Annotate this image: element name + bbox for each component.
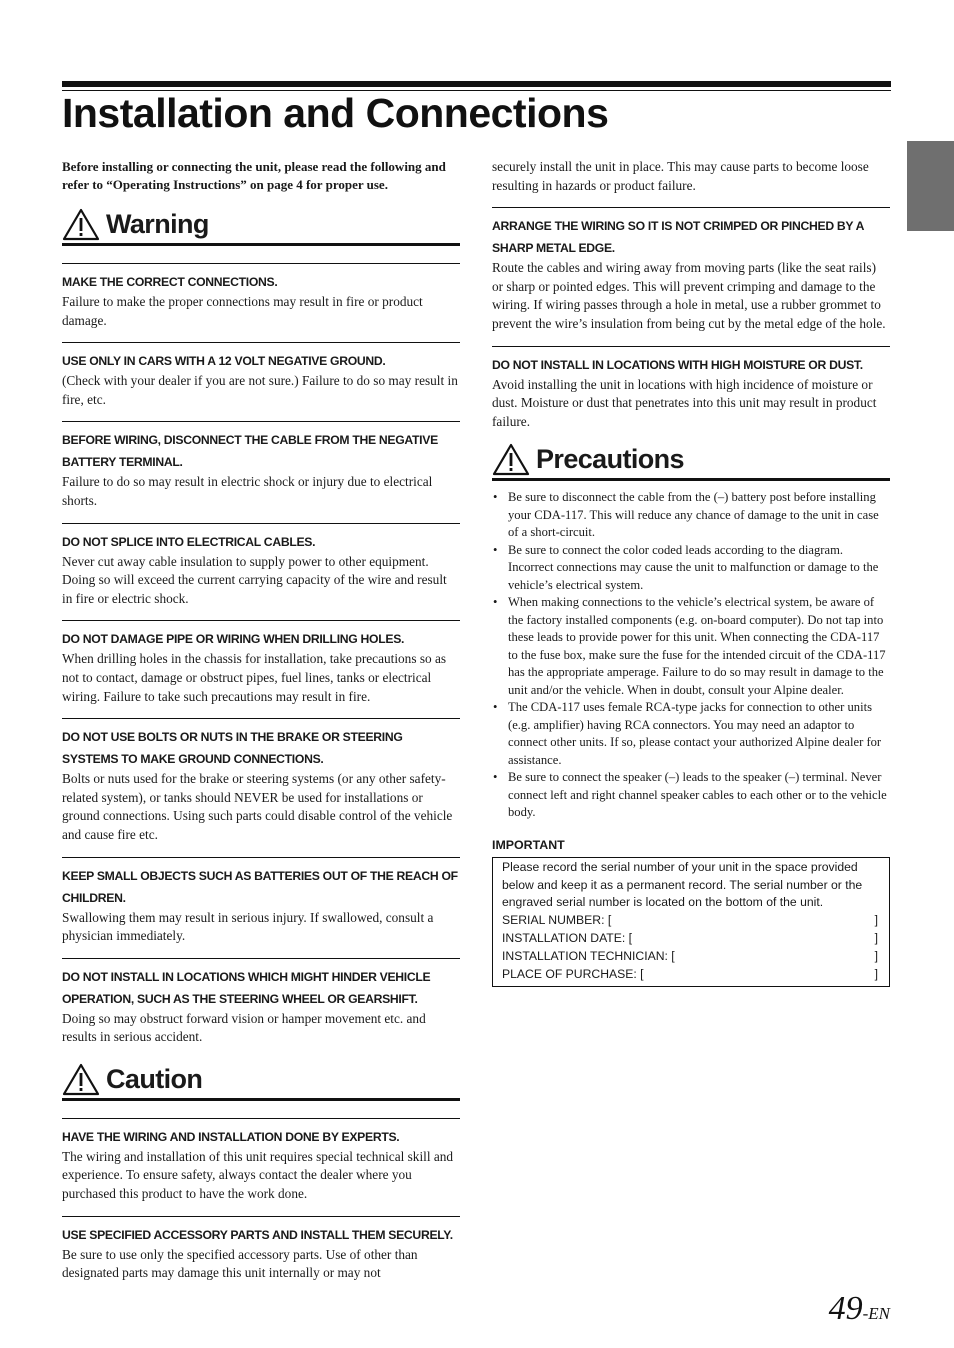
warning-item-body: Never cut away cable insulation to supply power to other equipment. Doing so will exceed the current carrying capacity of the wire and result in fire or electric shock. <box>62 553 447 606</box>
record-field-line <box>502 966 878 984</box>
warning-item <box>62 718 460 844</box>
warning-triangle-icon <box>62 208 100 241</box>
page-title: Installation and Connections <box>62 90 609 136</box>
section-tab <box>907 141 954 231</box>
caution-item <box>492 346 890 432</box>
caution-item-body: Route the cables and wiring away from moving parts (like the seat rails) or sharp or pointed edges. This will prevent crimping and damage to the wiring. If wiring passes through a hole in metal, use a rubber grommet to prevent the wire’s insulation from being cut by the metal edge of the hole. <box>492 260 886 331</box>
warning-item-body: Swallowing them may result in serious injury. If swallowed, consult a physician immediately. <box>62 909 434 944</box>
caution-item-body: The wiring and installation of this unit requires special technical skill and experience. To ensure safety, always contact the dealer where you purchased this product to have the work done. <box>62 1148 454 1202</box>
caution-item <box>62 1118 460 1204</box>
precaution-bullet: • Be sure to connect the color coded leads according to the diagram. Incorrect connections may cause the unit to malfunction or damage to the vehicle’s electrical system. <box>492 542 890 595</box>
warning-item <box>62 857 460 946</box>
caution-item-body: Be sure to use only the specified accessory parts. Use of other than designated parts may damage this unit internally or may not <box>62 1246 418 1281</box>
caution-item-body: Avoid installing the unit in locations with high incidence of moisture or dust. Moisture or dust that penetrates into this unit may result in product failure. <box>492 376 877 429</box>
record-field-close: ] <box>874 948 878 963</box>
caution-continued-text: securely install the unit in place. This may cause parts to become loose resulting in hazards or product failure. <box>492 159 869 193</box>
warning-item-title: DO NOT USE BOLTS OR NUTS IN THE BRAKE OR STEERING SYSTEMS TO MAKE GROUND CONNECTIONS. <box>62 730 403 767</box>
precaution-bullet: • Be sure to disconnect the cable from the (–) battery post before installing your CDA-117. This will reduce any chance of damage to the unit in case of a short-circuit. <box>492 489 890 542</box>
record-field-close: ] <box>874 931 878 946</box>
caution-item-title: HAVE THE WIRING AND INSTALLATION DONE BY EXPERTS. <box>62 1129 400 1144</box>
record-field-close: ] <box>874 966 878 981</box>
precautions-heading-label: Precautions <box>536 444 684 475</box>
warning-item-body: Failure to make the proper connections may result in fire or product damage. <box>62 294 423 328</box>
caution-item <box>62 1216 460 1283</box>
caution-item <box>492 207 890 333</box>
important-label: IMPORTANT <box>492 837 565 852</box>
warning-item <box>62 523 460 609</box>
precautions-list <box>492 489 890 822</box>
caution-heading-label: Caution <box>106 1063 203 1094</box>
warning-item <box>62 421 460 510</box>
warning-item-title: DO NOT DAMAGE PIPE OR WIRING WHEN DRILLING HOLES. <box>62 632 405 647</box>
warning-item-body: When drilling holes in the chassis for installation, take precautions so as not to contact, damage or obstruct pipes, fuel lines, tanks or electrical wiring. Failure to take such precautions may result in fire. <box>62 651 447 704</box>
warning-item <box>62 958 460 1047</box>
precautions-heading <box>492 443 890 481</box>
record-field-line <box>502 948 878 966</box>
warning-item-body: Failure to do so may result in electric shock or injury due to electrical shorts. <box>62 474 433 508</box>
record-field-line <box>502 930 878 948</box>
warning-item-title: BEFORE WIRING, DISCONNECT THE CABLE FROM THE NEGATIVE BATTERY TERMINAL. <box>62 433 438 470</box>
intro-text: Before installing or connecting the unit, please read the following and refer to “Operating Instructions” on page 4 for proper use. <box>62 159 446 192</box>
warning-item <box>62 620 460 706</box>
page-number-suffix: -EN <box>862 1304 890 1323</box>
record-field-label: PLACE OF PURCHASE: [ <box>502 966 644 981</box>
record-field-label: SERIAL NUMBER: [ <box>502 913 612 928</box>
caution-item-title: DO NOT INSTALL IN LOCATIONS WITH HIGH MOISTURE OR DUST. <box>492 357 863 372</box>
title-rule-thick <box>62 81 891 87</box>
warning-item-title: DO NOT SPLICE INTO ELECTRICAL CABLES. <box>62 534 316 549</box>
precaution-bullet: • When making connections to the vehicle’s electrical system, be aware of the factory installed components (e.g. on-board computer). Do not tap into these leads to provide power for this unit. When connecting the CDA-117 to the fuse box, make sure the fuse for the intended circuit of the CDA-117 has the appropriate amperage. Failure to do so may result in damage to the unit and/or the vehicle. When in doubt, consult your Alpine dealer. <box>492 594 890 699</box>
precaution-bullet: • Be sure to connect the speaker (–) leads to the speaker (–) terminal. Never connect left and right channel speaker cables to each other or to the vehicle body. <box>492 769 890 822</box>
page-number-value: 49 <box>828 1290 863 1327</box>
right-column <box>492 158 890 987</box>
warning-heading <box>62 208 460 246</box>
caution-item-title: USE SPECIFIED ACCESSORY PARTS AND INSTALL THEM SECURELY. <box>62 1227 453 1242</box>
record-field-label: INSTALLATION DATE: [ <box>502 931 633 946</box>
page-number <box>829 1290 890 1328</box>
precaution-bullet: • The CDA-117 uses female RCA-type jacks for connection to other units (e.g. amplifier) having RCA connectors. You may need an adaptor to connect other units. If so, please contact your authorized Alpine dealer for assistance. <box>492 699 890 769</box>
caution-item-title: ARRANGE THE WIRING SO IT IS NOT CRIMPED OR PINCHED BY A SHARP METAL EDGE. <box>492 219 864 256</box>
warning-triangle-icon <box>62 1063 100 1096</box>
warning-triangle-icon <box>492 443 530 476</box>
record-field-line <box>502 912 878 930</box>
record-field-label: INSTALLATION TECHNICIAN: [ <box>502 948 675 963</box>
warning-item-title: MAKE THE CORRECT CONNECTIONS. <box>62 275 278 289</box>
left-column <box>62 158 460 1283</box>
warning-item-body: Doing so may obstruct forward vision or hamper movement etc. and results in serious accident. <box>62 1010 426 1045</box>
record-field-close: ] <box>874 913 878 928</box>
warning-item-title: USE ONLY IN CARS WITH A 12 VOLT NEGATIVE GROUND. <box>62 354 386 369</box>
warning-item-title: KEEP SMALL OBJECTS SUCH AS BATTERIES OUT OF THE REACH OF CHILDREN. <box>62 868 458 905</box>
warning-item-title: DO NOT INSTALL IN LOCATIONS WHICH MIGHT HINDER VEHICLE OPERATION, SUCH AS THE STEERING WHEEL OR GEARSHIFT. <box>62 969 431 1006</box>
caution-heading <box>62 1063 460 1101</box>
serial-record-box <box>492 857 890 988</box>
warning-item-body: Bolts or nuts used for the brake or steering systems (or any other safety-related system), or tanks should NEVER be used for installations or ground connections. Using such parts could disable control of the vehicle and cause fire etc. <box>62 771 453 842</box>
warning-heading-label: Warning <box>106 209 209 239</box>
warning-item-body: (Check with your dealer if you are not sure.) Failure to do so may result in fire, etc. <box>62 373 458 407</box>
warning-item <box>62 263 460 330</box>
warning-item <box>62 342 460 409</box>
important-text: Please record the serial number of your unit in the space provided below and keep it as a permanent record. The serial number or the engraved serial number is located on the bottom of the unit. <box>502 859 863 910</box>
